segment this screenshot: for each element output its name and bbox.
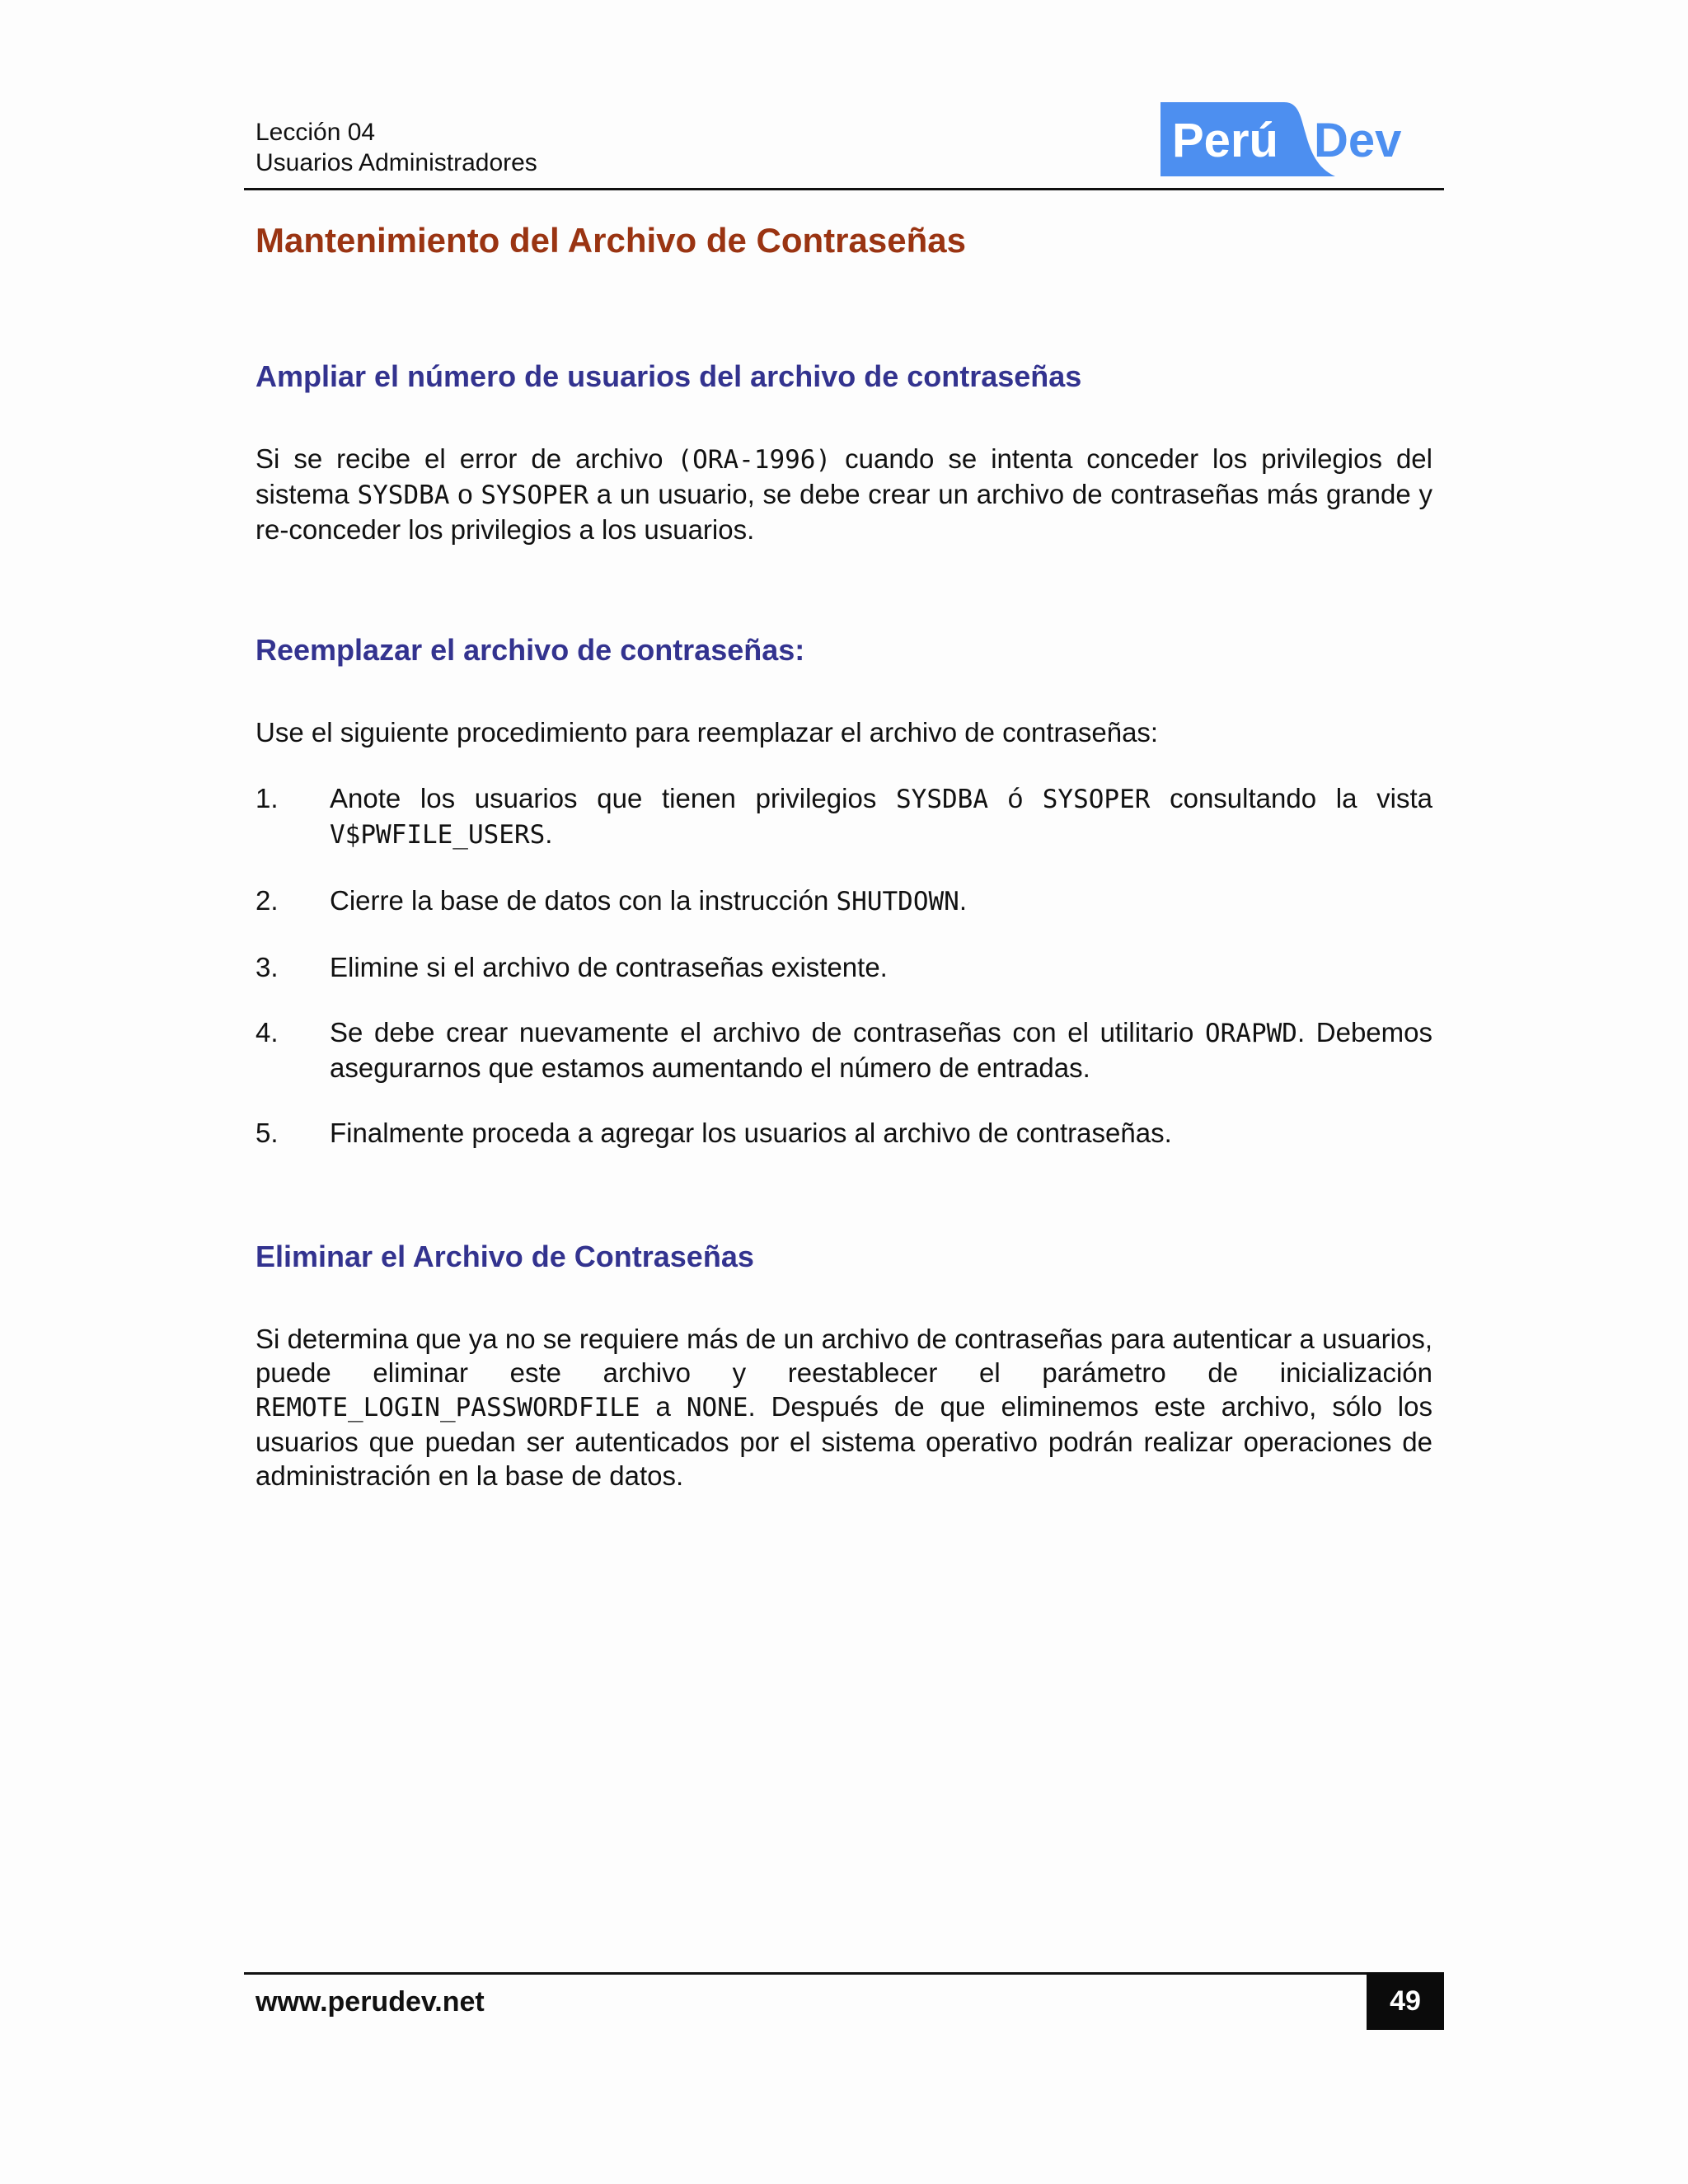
lesson-label: Lección 04	[256, 119, 376, 146]
text-run: o	[449, 479, 481, 509]
text-run: Si determina que ya no se requiere más de un archivo de contraseñas para autenticar a usuarios, puede eliminar este archivo y reestablecer el parámetro de inicialización	[256, 1324, 1432, 1388]
section-heading-replace: Reemplazar el archivo de contraseñas:	[256, 633, 805, 667]
text-run: Si se recibe el error de archivo	[256, 443, 678, 474]
text-run: a un usuario, se debe crear un archivo de contraseñas más grande y re-conceder los privilegios a los usuarios.	[256, 479, 1432, 545]
section-delete-paragraph	[256, 1322, 1432, 1493]
section-heading-delete: Eliminar el Archivo de Contraseñas	[256, 1240, 754, 1273]
text-run: . Después de que eliminemos este archivo, sólo los usuarios que puedan ser autenticados por el sistema operativo podrán realizar operaciones de administración en la base de datos.	[256, 1391, 1432, 1491]
section-expand-paragraph	[256, 442, 1432, 546]
code-sysdba: SYSDBA	[357, 480, 450, 510]
footer-url: www.perudev.net	[256, 1986, 485, 2018]
code-pwfile-users: V$PWFILE_USERS	[330, 820, 546, 850]
step-number: 4.	[256, 1017, 279, 1047]
code-shutdown: SHUTDOWN	[836, 887, 959, 916]
step-number: 2.	[256, 885, 279, 916]
step-text: Elimine si el archivo de contraseñas existente.	[330, 952, 888, 982]
section-heading-expand: Ampliar el número de usuarios del archivo de contraseñas	[256, 359, 1082, 393]
footer-divider	[244, 1972, 1367, 1975]
list-item	[256, 781, 1432, 852]
header-divider	[244, 188, 1444, 190]
list-item	[256, 1015, 1432, 1085]
text-run: a	[640, 1391, 687, 1422]
step-text: Finalmente proceda a agregar los usuarios al archivo de contraseñas.	[330, 1118, 1172, 1148]
code-remote-login: REMOTE_LOGIN_PASSWORDFILE	[256, 1393, 640, 1422]
code-none: NONE	[686, 1393, 748, 1422]
list-item	[256, 883, 1432, 919]
code-sysdba: SYSDBA	[896, 785, 988, 814]
perudev-logo	[1160, 101, 1432, 178]
step-text: Se debe crear nuevamente el archivo de contraseñas con el utilitario ORAPWD. Debemos asegurarnos que estamos aumentando el número de entradas.	[330, 1017, 1432, 1083]
code-error: (ORA-1996)	[677, 445, 832, 475]
section-replace-intro: Use el siguiente procedimiento para reemplazar el archivo de contraseñas:	[256, 717, 1159, 748]
header-text	[256, 117, 537, 178]
code-sysoper: SYSOPER	[481, 480, 588, 510]
step-number: 1.	[256, 783, 279, 813]
lesson-subtitle: Usuarios Administradores	[256, 149, 537, 176]
page-number: 49	[1367, 1972, 1444, 2030]
text-run: cuando se intenta conceder los privilegios del sistema	[256, 443, 1432, 509]
code-sysoper: SYSOPER	[1042, 785, 1151, 814]
list-item	[256, 1116, 1432, 1150]
page-title: Mantenimiento del Archivo de Contraseñas	[256, 221, 966, 260]
step-text: Cierre la base de datos con la instrucción SHUTDOWN.	[330, 885, 967, 916]
step-number: 5.	[256, 1118, 279, 1148]
logo-word-peru: Perú	[1172, 114, 1278, 167]
code-orapwd: ORAPWD	[1204, 1019, 1297, 1048]
logo-word-dev: Dev	[1314, 114, 1402, 167]
list-item	[256, 950, 1432, 984]
steps-list	[256, 781, 1432, 1181]
step-number: 3.	[256, 952, 279, 982]
step-text: Anote los usuarios que tienen privilegios SYSDBA ó SYSOPER consultando la vista V$PWFILE_USERS.	[330, 783, 1432, 850]
